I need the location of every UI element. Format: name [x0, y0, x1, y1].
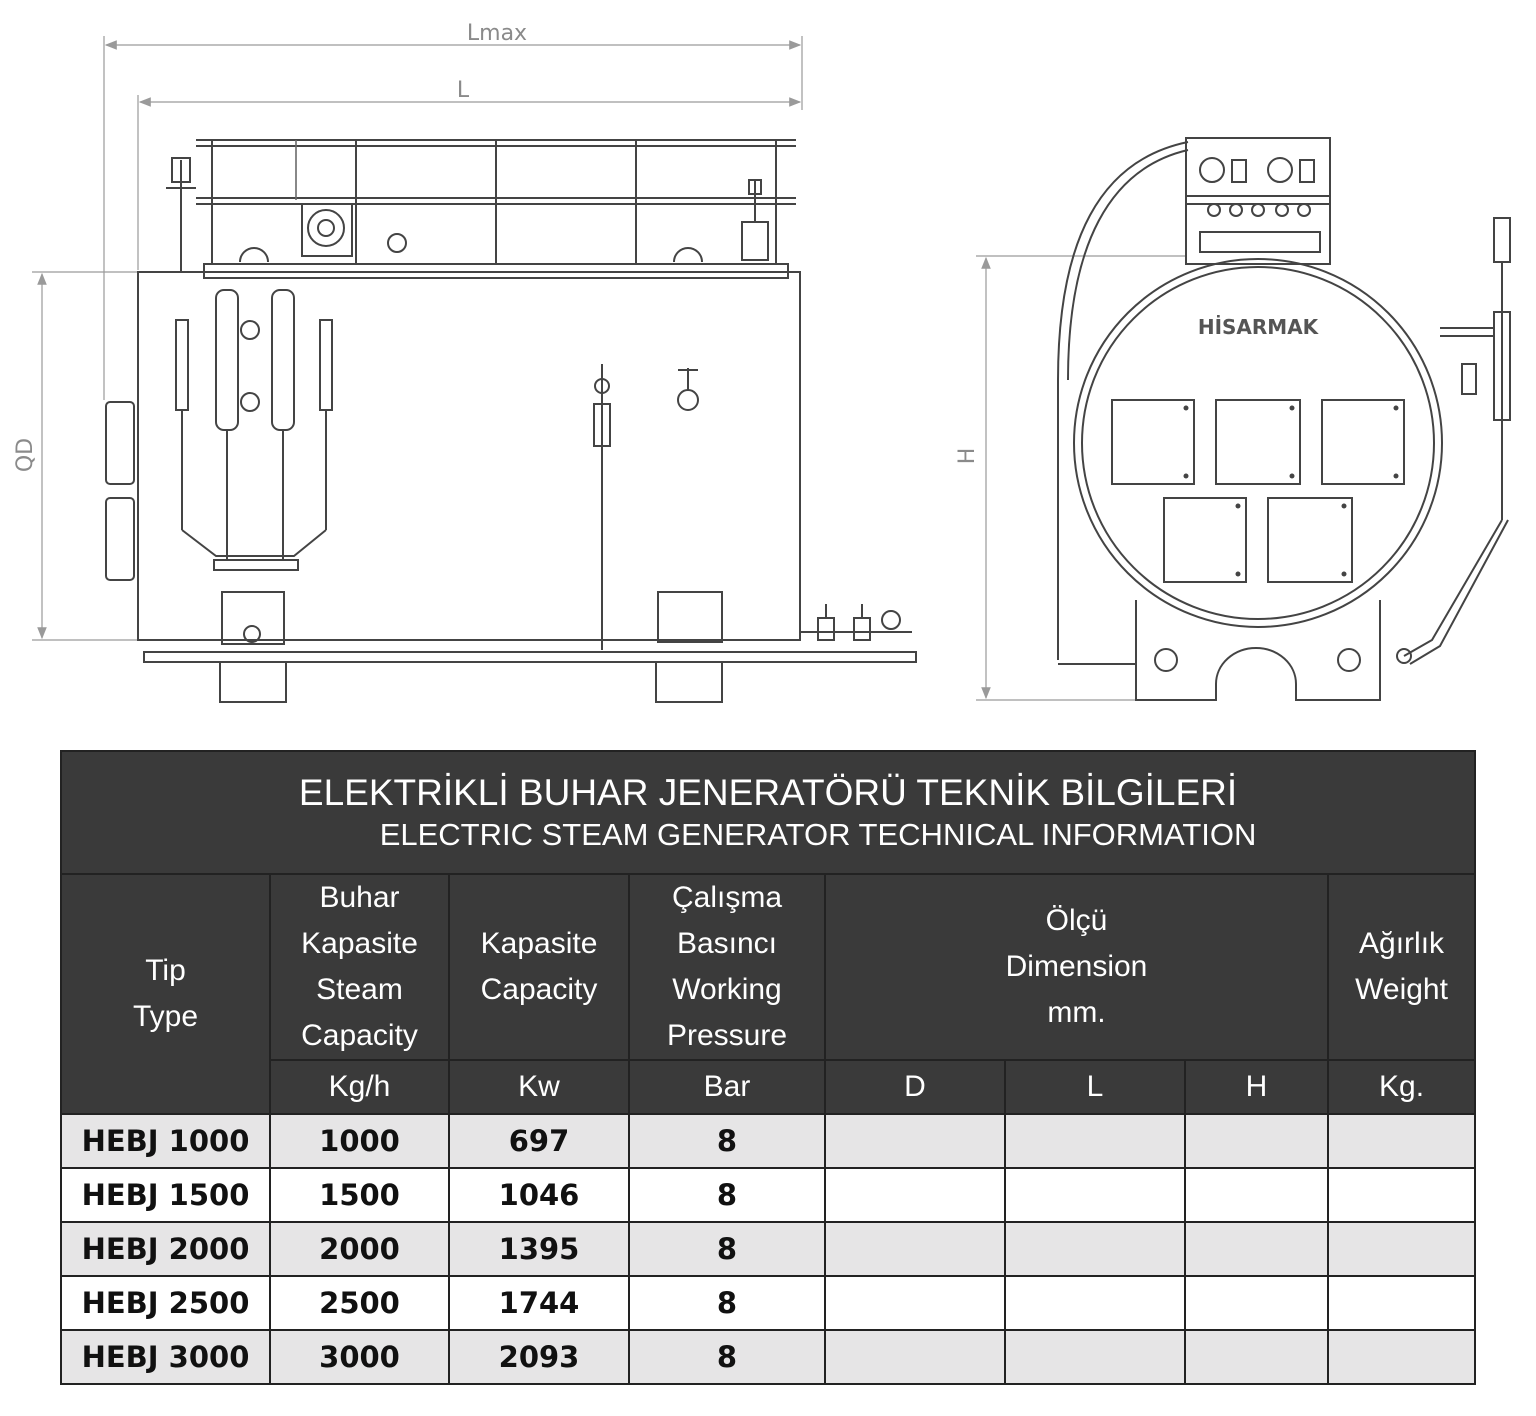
- cell-type: HEBJ 3000: [61, 1330, 270, 1384]
- side-view: [13, 21, 916, 702]
- level-pipe: [594, 364, 610, 650]
- cell-l: [1005, 1114, 1185, 1168]
- front-view: [955, 138, 1510, 700]
- cell-bar: 8: [629, 1168, 825, 1222]
- table-title: [61, 751, 1475, 874]
- cell-h: [1185, 1330, 1328, 1384]
- table-row: [61, 1168, 1475, 1222]
- brand-logo: HİSARMAK: [1197, 315, 1319, 339]
- cell-d: [825, 1276, 1005, 1330]
- l-label: L: [456, 78, 470, 103]
- cell-kw: 697: [449, 1114, 629, 1168]
- cell-kw: 1046: [449, 1168, 629, 1222]
- end-cover: [106, 498, 134, 580]
- cell-kw: 1395: [449, 1222, 629, 1276]
- cell-d: [825, 1114, 1005, 1168]
- cell-l: [1005, 1330, 1185, 1384]
- cell-bar: 8: [629, 1276, 825, 1330]
- cell-type: HEBJ 2000: [61, 1222, 270, 1276]
- header-type: Tip Type: [61, 874, 270, 1114]
- end-cover: [106, 402, 134, 484]
- cell-d: [825, 1330, 1005, 1384]
- header-capacity: Kapasite Capacity: [449, 874, 629, 1060]
- cell-h: [1185, 1114, 1328, 1168]
- cell-steam: 3000: [270, 1330, 449, 1384]
- bottom-box: [658, 592, 722, 642]
- cell-h: [1185, 1222, 1328, 1276]
- unit-pressure: Bar: [629, 1060, 825, 1114]
- lifting-lug: [240, 248, 268, 262]
- cell-kw: 1744: [449, 1276, 629, 1330]
- qd-label: QD: [13, 437, 38, 473]
- lmax-dimension: [104, 21, 802, 400]
- cell-steam: 2500: [270, 1276, 449, 1330]
- unit-steam-capacity: Kg/h: [270, 1060, 449, 1114]
- h-label: H: [955, 447, 980, 465]
- header-steam-capacity: Buhar Kapasite Steam Capacity: [270, 874, 449, 1060]
- unit-d: D: [825, 1060, 1005, 1114]
- cell-steam: 1500: [270, 1168, 449, 1222]
- cell-l: [1005, 1168, 1185, 1222]
- small-valve-icon: [388, 234, 406, 252]
- cell-l: [1005, 1222, 1185, 1276]
- header-weight: Ağırlık Weight: [1328, 874, 1475, 1060]
- title-english: ELECTRIC STEAM GENERATOR TECHNICAL INFORMATION: [379, 816, 1257, 852]
- technical-info-table: [60, 750, 1476, 1385]
- cell-bar: 8: [629, 1222, 825, 1276]
- unit-h: H: [1185, 1060, 1328, 1114]
- cell-d: [825, 1168, 1005, 1222]
- water-columns: [176, 290, 332, 560]
- cell-kg: [1328, 1168, 1475, 1222]
- cell-h: [1185, 1276, 1328, 1330]
- base-frame: [144, 640, 916, 702]
- cell-steam: 1000: [270, 1114, 449, 1168]
- top-railing: [196, 140, 796, 278]
- cell-kg: [1328, 1222, 1475, 1276]
- cell-steam: 2000: [270, 1222, 449, 1276]
- cell-type: HEBJ 1500: [61, 1168, 270, 1222]
- cell-l: [1005, 1276, 1185, 1330]
- cell-d: [825, 1222, 1005, 1276]
- pressure-switch-icon: [166, 158, 196, 272]
- cell-h: [1185, 1168, 1328, 1222]
- cell-bar: 8: [629, 1114, 825, 1168]
- table-row: [61, 1222, 1475, 1276]
- header-pressure: Çalışma Basıncı Working Pressure: [629, 874, 825, 1060]
- cell-kg: [1328, 1276, 1475, 1330]
- pressure-gauge-icon: [1268, 158, 1292, 182]
- lifting-lug: [674, 248, 702, 262]
- l-dimension: [138, 78, 800, 270]
- unit-weight: Kg.: [1328, 1060, 1475, 1114]
- cell-kg: [1328, 1114, 1475, 1168]
- cell-type: HEBJ 1000: [61, 1114, 270, 1168]
- cell-kg: [1328, 1330, 1475, 1384]
- table-row: [61, 1330, 1475, 1384]
- cell-bar: 8: [629, 1330, 825, 1384]
- cell-type: HEBJ 2500: [61, 1276, 270, 1330]
- table-row: [61, 1276, 1475, 1330]
- gate-valve-icon: [678, 368, 698, 410]
- lmax-label: Lmax: [466, 21, 528, 46]
- unit-l: L: [1005, 1060, 1185, 1114]
- pressure-gauge-icon: [1200, 158, 1224, 182]
- qd-dimension: [13, 272, 138, 640]
- unit-capacity: Kw: [449, 1060, 629, 1114]
- safety-valve-icon: [742, 180, 768, 260]
- table-row: [61, 1114, 1475, 1168]
- outlet-valves: [800, 604, 912, 640]
- gauge-panel: [1186, 138, 1330, 264]
- title-turkish: ELEKTRİKLİ BUHAR JENERATÖRÜ TEKNİK BİLGİLERİ: [298, 771, 1238, 813]
- handwheel-icon: [302, 204, 352, 256]
- cell-kw: 2093: [449, 1330, 629, 1384]
- header-dimension: Ölçü Dimension mm.: [825, 874, 1328, 1060]
- drain-assembly: [214, 560, 298, 644]
